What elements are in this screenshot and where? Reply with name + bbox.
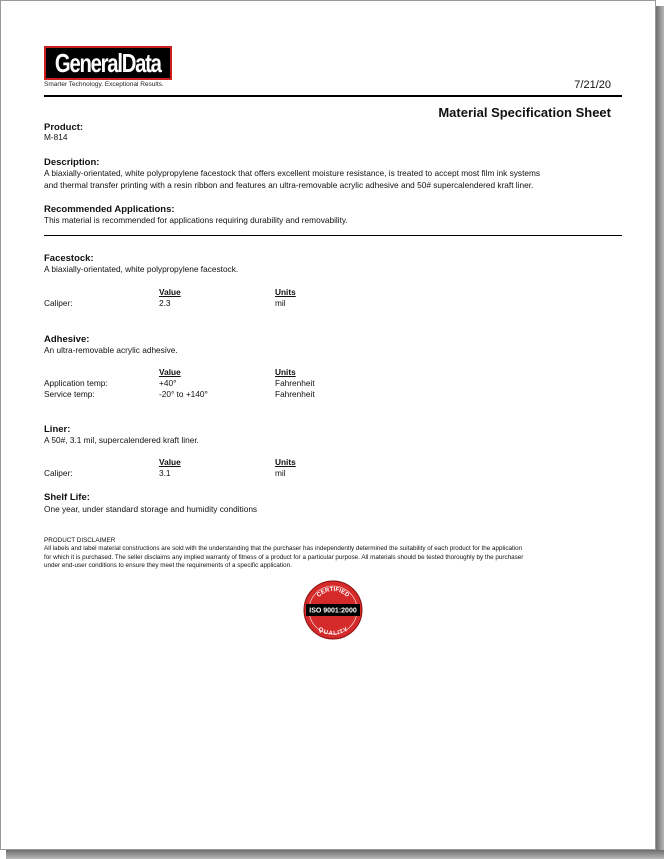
shelf-life-heading: Shelf Life: [44, 492, 90, 503]
sheet-title: Material Specification Sheet [438, 105, 611, 120]
document-date: 7/21/20 [574, 79, 611, 91]
liner-units-header: Units [275, 457, 296, 467]
adhesive-row-name: Application temp: [44, 378, 108, 388]
adhesive-row-value: -20° to +140° [159, 389, 208, 399]
disclaimer-text [44, 545, 624, 571]
logo-text: GeneralData [55, 48, 161, 78]
facestock-units-header: Units [275, 287, 296, 297]
liner-heading: Liner: [44, 424, 71, 435]
adhesive-row-name: Service temp: [44, 389, 95, 399]
adhesive-row-units: Fahrenheit [275, 378, 315, 388]
facestock-text: A biaxially-orientated, white polypropylene facestock. [44, 264, 239, 274]
adhesive-heading: Adhesive: [44, 334, 90, 345]
liner-row-value: 3.1 [159, 468, 171, 478]
description-line-2: and thermal transfer printing with a resin ribbon and features an ultra-removable acrylic adhesive and 50# supercalendered kraft liner. [44, 180, 534, 190]
liner-value-header: Value [159, 457, 181, 467]
facestock-row-name: Caliper: [44, 298, 73, 308]
page-shadow-bottom [6, 850, 664, 859]
facestock-row-units: mil [275, 298, 286, 308]
header-rule [44, 95, 622, 97]
product-value: M-814 [44, 132, 68, 142]
iso-certified-seal [303, 580, 363, 640]
disclaimer-line-2: for which it is purchased. The seller disclaims any implied warranty of fitness of a product for a particular purpose. All materials should be tested thoroughly by the purchaser [44, 553, 524, 561]
liner-text: A 50#, 3.1 mil, supercalendered kraft liner. [44, 435, 199, 445]
seal-center-text: ISO 9001:2000 [309, 607, 357, 615]
company-logo [44, 46, 172, 80]
logo-tagline: Smarter Technology. Exceptional Results. [44, 81, 164, 88]
description-line-1: A biaxially-orientated, white polypropylene facestock that offers excellent moisture resistance, is treated to accept most film ink systems [44, 168, 541, 178]
section-rule [44, 235, 622, 236]
facestock-row-value: 2.3 [159, 298, 171, 308]
page-shadow-right [656, 6, 664, 859]
description-heading: Description: [44, 157, 100, 168]
adhesive-row-units: Fahrenheit [275, 389, 315, 399]
recommended-text: This material is recommended for applications requiring durability and removability. [44, 215, 348, 225]
product-heading: Product: [44, 122, 84, 133]
liner-row-name: Caliper: [44, 468, 73, 478]
seal-bottom-text: QUALITY [317, 626, 350, 638]
seal-top-text: CERTIFIED [316, 586, 350, 599]
disclaimer-line-1: All labels and label material constructions are sold with the understanding that the purchaser has independently determined the suitability of each product for the application [44, 545, 523, 552]
adhesive-text: An ultra-removable acrylic adhesive. [44, 345, 178, 355]
adhesive-units-header: Units [275, 367, 296, 377]
adhesive-value-header: Value [159, 367, 181, 377]
liner-row-units: mil [275, 468, 286, 478]
disclaimer-line-3: under end-user conditions to ensure they meet the requirements of a specific application. [44, 562, 292, 569]
disclaimer-heading: PRODUCT DISCLAIMER [44, 537, 116, 544]
recommended-heading: Recommended Applications: [44, 204, 175, 215]
shelf-life-text: One year, under standard storage and humidity conditions [44, 504, 258, 514]
facestock-heading: Facestock: [44, 253, 94, 264]
adhesive-row-value: +40° [159, 378, 177, 388]
facestock-value-header: Value [159, 287, 181, 297]
